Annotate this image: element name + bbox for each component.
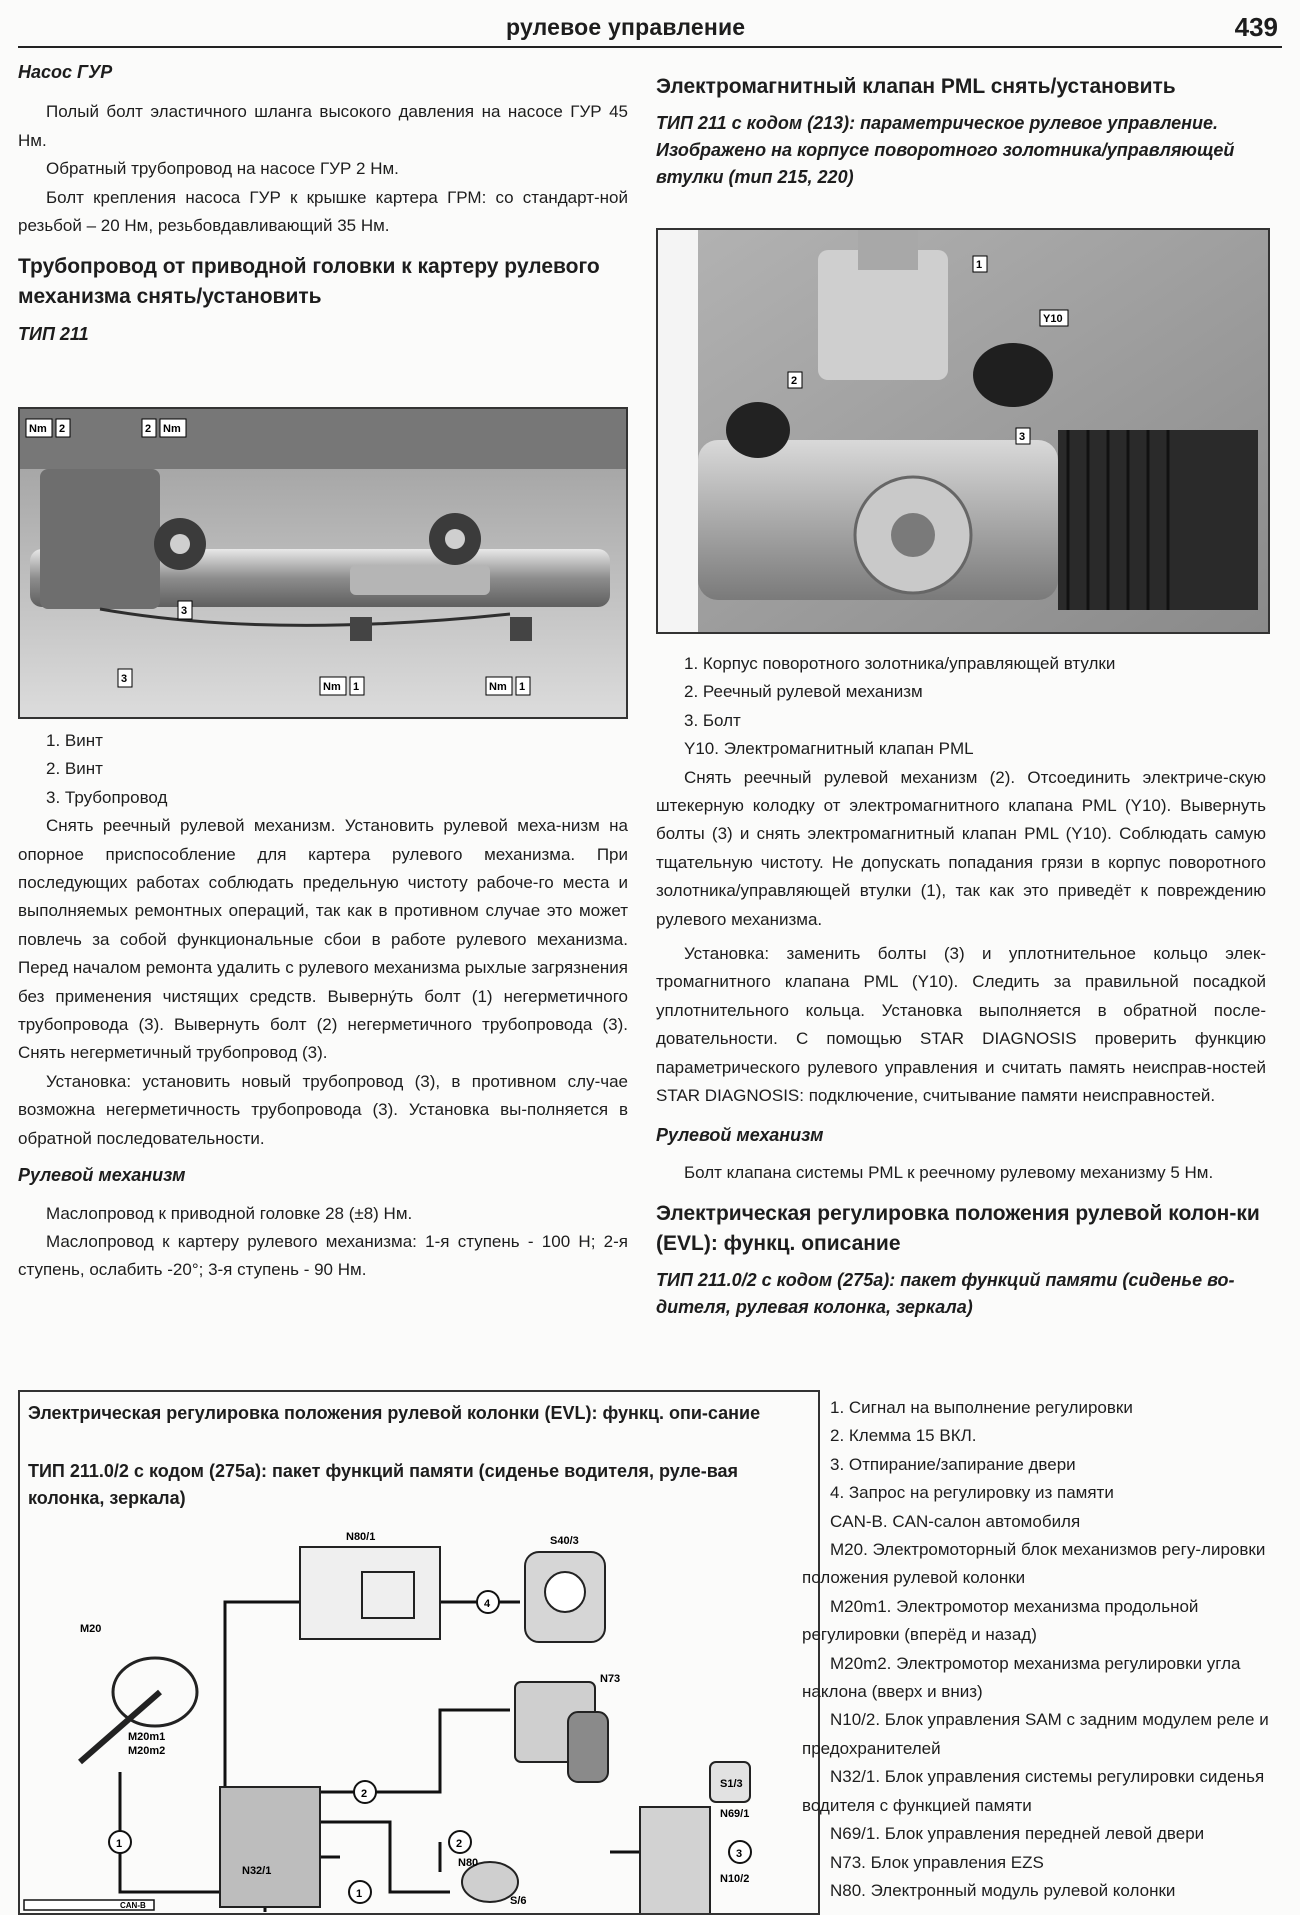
list-item: 1. Винт <box>46 731 103 750</box>
steering-rack-photo <box>18 407 628 719</box>
label-n80: N80 <box>458 1857 479 1869</box>
legend-item: M20m2. Электромотор механизма регулировки угла наклона (вверх и вниз) <box>802 1653 1241 1702</box>
can-bus-bar <box>24 1900 154 1910</box>
remove-paragraph-right: Снять реечный рулевой механизм (2). Отсоединить электриче-скую штекерную колодку от электромагнитного клапана PML (Y10). Вывернуть болты (3) и снять электромагнитный клапан PML (Y10). Соблюдать самую тщательную чистоту. Не допускать попадания грязи в корпус поворотного золотника/управляющей втулки (1), так как это приведёт к повреждению рулевого механизма. <box>656 767 1266 929</box>
legend-item: 4. Запрос на регулировку из памяти <box>830 1483 1114 1503</box>
nm-label-top-left: Nm <box>29 423 47 435</box>
label-n32: N32/1 <box>242 1865 272 1877</box>
install-paragraph-right: Установка: заменить болты (3) и уплотнительное кольцо элек-тромагнитного клапана PML (Y10). Следить за правильной посадкой уплотнительного кольца. Установка выполняется в обратной после-довательности. С помощью STAR DIAGNOSIS проверить функцию параметрического рулевого управления и считать память неисправ-ностей STAR DIAGNOSIS: подключение, считывание памяти неисправностей. <box>656 944 1266 1106</box>
callout-3-upper: 3 <box>181 605 188 617</box>
page-header <box>18 10 1282 48</box>
list-item: 3. Трубопровод <box>46 787 168 807</box>
photo-legend-right <box>656 650 1266 764</box>
marker-1b: 1 <box>356 1888 363 1900</box>
pipe-type: ТИП 211 <box>18 324 89 345</box>
marker-2b: 2 <box>456 1838 463 1850</box>
legend-item: N80. Электронный модуль рулевой колонки <box>830 1880 1176 1900</box>
box-title: Электрическая регулировка положения рулевой колонки (EVL): функц. опи-сание <box>28 1403 761 1423</box>
evl-wiring-diagram <box>20 1392 818 1913</box>
mechanism-heading-right: Рулевой механизм <box>656 1124 824 1145</box>
right-column-bottom <box>656 650 1266 1321</box>
list-item: 3. Болт <box>684 710 741 730</box>
callout-1-pml: 1 <box>976 259 983 271</box>
marker-1: 1 <box>116 1838 123 1850</box>
control-units <box>80 1547 750 1913</box>
callout-1-left: 1 <box>353 681 360 693</box>
pml-heading: Электромагнитный клапан PML снять/установить <box>656 75 1176 98</box>
left-column-bottom <box>18 727 628 1285</box>
nm-label-bottom-right: Nm <box>489 681 507 693</box>
legend-item: M20. Электромоторный блок механизмов регу-лировки положения рулевой колонки <box>802 1540 1266 1588</box>
legend-item: M20m1. Электромотор механизма продольной регулировки (вперёд и назад) <box>802 1596 1199 1645</box>
page-number: 439 <box>1234 12 1278 42</box>
legend-item: 1. Сигнал на выполнение регулировки <box>830 1398 1133 1417</box>
label-n73: N73 <box>600 1673 621 1685</box>
label-m20: M20 <box>80 1623 102 1635</box>
callout-y10: Y10 <box>1043 313 1063 325</box>
remove-paragraph-left: Снять реечный рулевой механизм. Установить рулевой меха-низм на опорное приспособление для картера рулевого механизма. При последующих работах соблюдать предельную чистоту рабоче-го места и выполняемых ремонтных операций, так как в противном случае это может повлечь за собой функциональные сбои в работе рулевого механизма. Перед началом ремонта удалить с рулевого механизма рыхлые загрязнения без применения чистящих средств. Выверну́ть болт (1) негерметичного трубопровода (3). Вывернуть болт (2) негерметичного трубопровода (3). Снять негерметичный трубопровод (3). <box>18 816 628 1063</box>
marker-2: 2 <box>361 1788 368 1800</box>
list-item: 2. Реечный рулевой механизм <box>684 682 923 702</box>
pipe-heading: Трубопровод от приводной головки к картеру рулевого механизма снять/установить <box>18 255 600 309</box>
pml-subheading: ТИП 211 с кодом (213): параметрическое рулевое управление. Изображено на корпусе поворотного золотника/управляющей втулки (тип 215, 220) <box>656 113 1235 187</box>
left-column-top <box>18 58 628 349</box>
can-b-label: CAN-B <box>120 1901 146 1910</box>
pump-heading: Насос ГУР <box>18 62 113 82</box>
box-subtitle: ТИП 211.0/2 с кодом (275a): пакет функций памяти (сиденье водителя, руле-вая колонка, зеркала) <box>28 1461 739 1508</box>
legend-item: N10/2. Блок управления SAM с задним модулем реле и предохранителей <box>802 1710 1269 1758</box>
label-s1: S1/3 <box>720 1778 743 1790</box>
evl-heading: Электрическая регулировка положения рулевой колон-ки (EVL): функц. описание <box>656 1202 1260 1256</box>
diagram-legend <box>802 1394 1284 1905</box>
legend-item: N69/1. Блок управления передней левой двери <box>830 1824 1205 1844</box>
nm-label-top-right: Nm <box>163 423 181 435</box>
mechanism-heading-left: Рулевой механизм <box>18 1165 186 1186</box>
pump-paragraph-2: Обратный трубопровод на насосе ГУР 2 Нм. <box>46 159 399 179</box>
label-s40: S40/3 <box>550 1535 579 1547</box>
label-n10: N10/2 <box>720 1873 750 1885</box>
pml-valve-photo <box>656 228 1270 634</box>
right-column-top <box>656 72 1266 191</box>
label-m20m1: M20m1 <box>128 1731 166 1743</box>
callout-2-right: 2 <box>145 423 152 435</box>
mechanism-paragraph-right: Болт клапана системы PML к реечному рулевому механизму 5 Нм. <box>684 1162 1214 1182</box>
legend-item: 3. Отпирание/запирание двери <box>830 1454 1076 1474</box>
install-paragraph-left: Установка: установить новый трубопровод (3), в противном слу-чае возможна негерметичность трубопровода (3). Установка вы-полняется в обратной последовательности. <box>18 1071 628 1148</box>
legend-item: 2. Клемма 15 ВКЛ. <box>830 1426 977 1446</box>
label-s6: S/6 <box>510 1895 527 1907</box>
callout-3-pml: 3 <box>1019 431 1026 443</box>
callout-3-lower: 3 <box>121 673 128 685</box>
evl-subheading: ТИП 211.0/2 с кодом (275a): пакет функций памяти (сиденье во-дителя, рулевая колонка, зеркала) <box>656 1270 1235 1318</box>
label-m20m2: M20m2 <box>128 1745 166 1757</box>
legend-item: N32/1. Блок управления системы регулировки сиденья водителя с функцией памяти <box>802 1767 1265 1815</box>
evl-diagram-box <box>18 1390 820 1915</box>
marker-4: 4 <box>484 1598 491 1610</box>
marker-3: 3 <box>736 1848 743 1860</box>
legend-item: CAN-B. CAN-салон автомобиля <box>830 1511 1081 1531</box>
label-n80-1: N80/1 <box>346 1531 376 1543</box>
callout-1-right: 1 <box>519 681 526 693</box>
mechanism-paragraph-2: Маслопровод к картеру рулевого механизма: 1-я ступень - 100 Н; 2-я ступень, ослабить -20°; 3-я ступень - 90 Нм. <box>18 1231 628 1280</box>
list-item: Y10. Электромагнитный клапан PML <box>684 739 974 759</box>
callout-2-left: 2 <box>59 423 66 435</box>
mechanism-paragraph-1: Маслопровод к приводной головке 28 (±8) Нм. <box>46 1203 413 1223</box>
nm-label-bottom-left: Nm <box>323 681 341 693</box>
running-title: рулевое управление <box>506 14 746 40</box>
callout-2-pml: 2 <box>791 375 798 387</box>
label-n69: N69/1 <box>720 1808 750 1820</box>
list-item: 1. Корпус поворотного золотника/управляющей втулки <box>684 654 1116 673</box>
photo-legend-left <box>18 727 628 812</box>
legend-item: N73. Блок управления EZS <box>830 1852 1044 1872</box>
list-item: 2. Винт <box>46 759 103 779</box>
pump-paragraph-3: Болт крепления насоса ГУР к крышке картера ГРМ: со стандарт-ной резьбой – 20 Нм, резьбовдавливающий 35 Нм. <box>18 187 628 236</box>
pump-paragraph-1: Полый болт эластичного шланга высокого давления на насосе ГУР 45 Нм. <box>18 102 628 150</box>
